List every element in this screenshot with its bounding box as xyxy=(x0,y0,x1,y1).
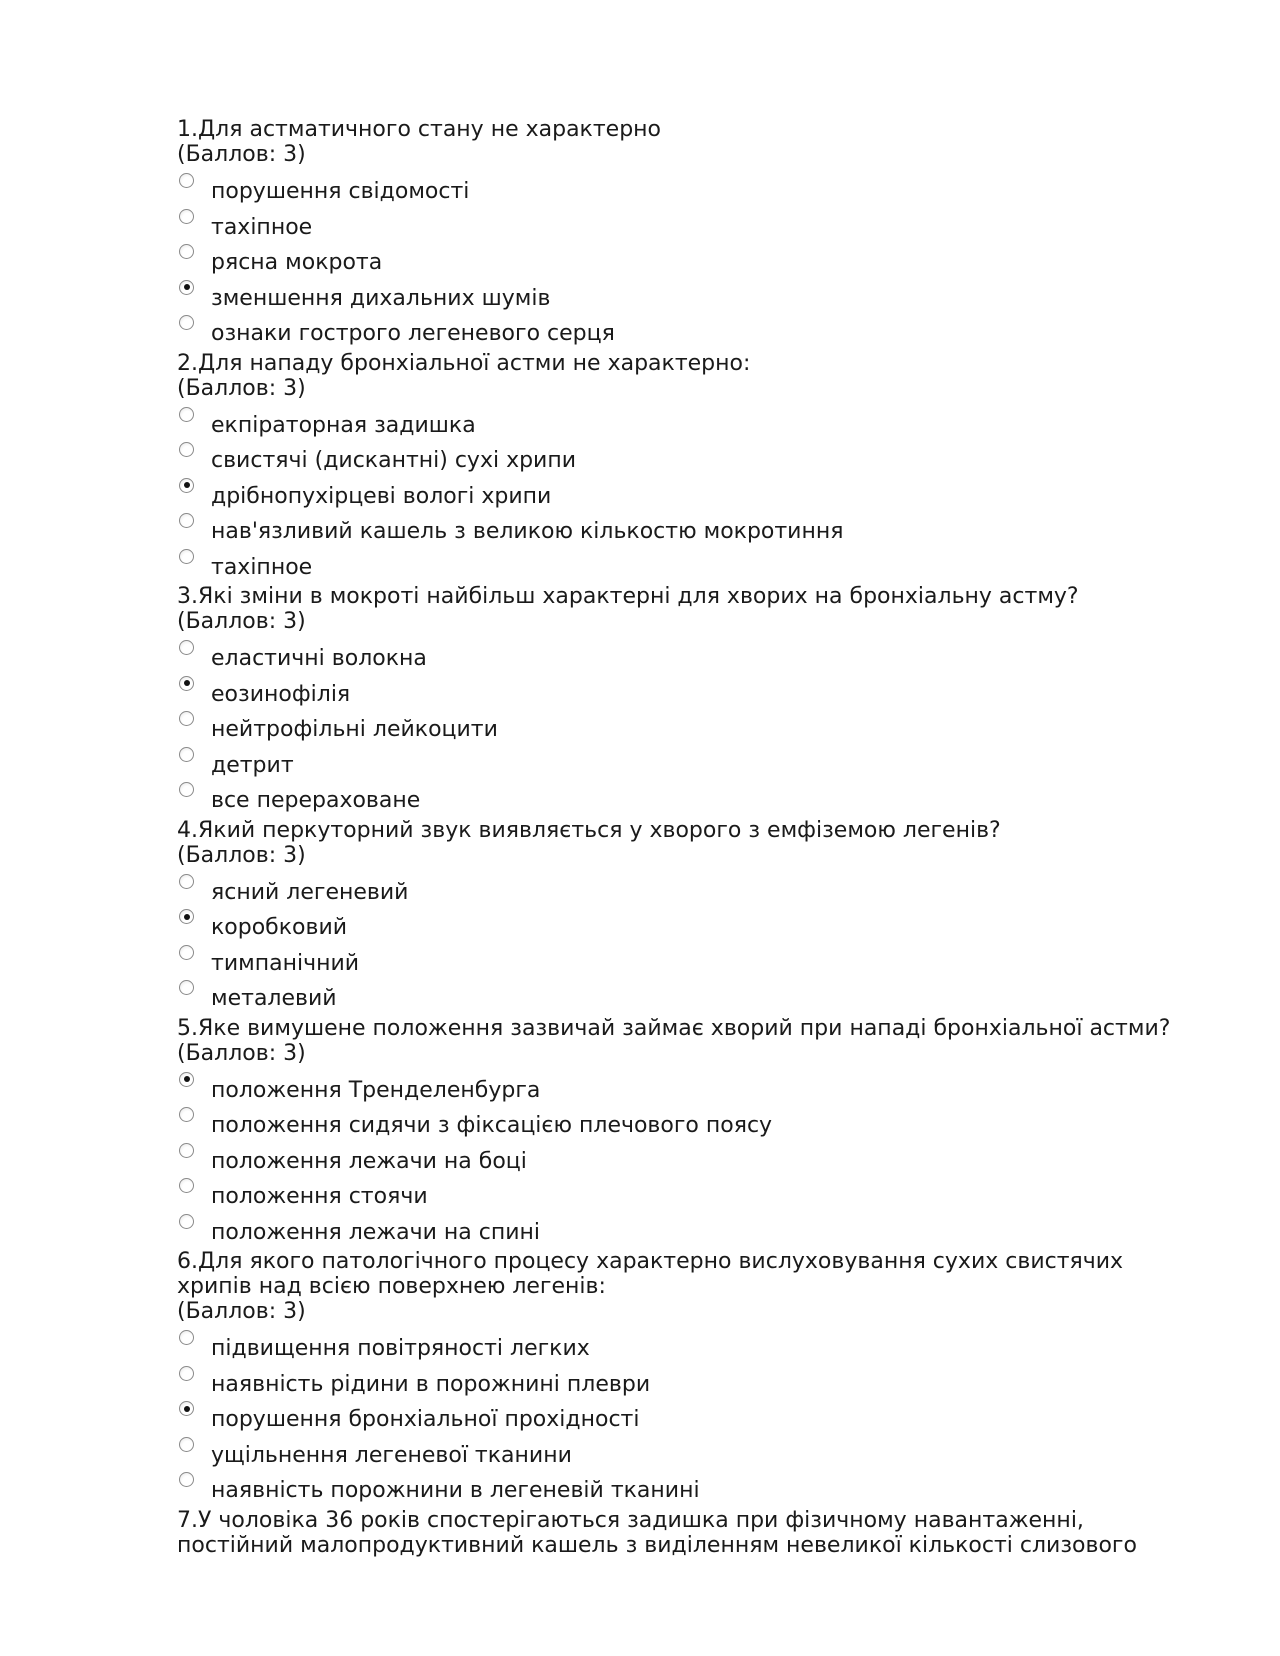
radio-unchecked-icon[interactable] xyxy=(179,1107,194,1122)
question-block xyxy=(177,818,1177,1016)
question-text: 5.Яке вимушене положення зазвичай займає хворий при нападі бронхіальної астми? xyxy=(177,1015,1171,1041)
radio-unchecked-icon[interactable] xyxy=(179,315,194,330)
question-text: 6.Для якого патологічного процесу характерно вислуховування сухих свистячих хрипів над всією поверхнею легенів: xyxy=(177,1249,1124,1299)
answer-option-label: положення лежачи на боці xyxy=(211,1148,527,1174)
quiz-page xyxy=(177,117,1177,1558)
answer-option-label: підвищення повітряності легких xyxy=(211,1336,590,1361)
radio-unchecked-icon[interactable] xyxy=(179,945,194,960)
answer-option-label: дрібнопухірцеві вологі хрипи xyxy=(211,483,552,509)
radio-unchecked-icon[interactable] xyxy=(179,549,194,564)
answer-option[interactable] xyxy=(177,1143,1177,1179)
question-points: (Баллов: 3) xyxy=(177,1040,306,1066)
answer-option[interactable] xyxy=(177,1437,1177,1473)
answer-option[interactable] xyxy=(177,407,1177,443)
answer-option-label: порушення бронхіальної прохідності xyxy=(211,1407,640,1432)
question-block xyxy=(177,1508,1177,1558)
radio-unchecked-icon[interactable] xyxy=(179,874,194,889)
answer-option-label: зменшення дихальних шумів xyxy=(211,285,551,311)
answer-option-label: положення сидячи з фіксацією плечового поясу xyxy=(211,1113,773,1138)
answer-option-label: коробковий xyxy=(211,915,348,940)
answer-option[interactable] xyxy=(177,945,1177,981)
radio-unchecked-icon[interactable] xyxy=(179,407,194,422)
radio-unchecked-icon[interactable] xyxy=(179,1437,194,1452)
answer-option[interactable] xyxy=(177,1178,1177,1214)
answer-option-label: тахіпное xyxy=(211,214,313,240)
answer-option-label: еозинофілія xyxy=(211,681,351,707)
answer-option[interactable] xyxy=(177,549,1177,585)
answer-option-label: нав'язливий кашель з великою кількостю мокротиння xyxy=(211,519,844,544)
answer-option-label: екпіраторная задишка xyxy=(211,412,476,438)
answer-option[interactable] xyxy=(177,244,1177,280)
answer-option[interactable] xyxy=(177,280,1177,316)
answer-option-label: порушення свідомості xyxy=(211,179,470,204)
answer-option[interactable] xyxy=(177,1072,1177,1108)
answer-option[interactable] xyxy=(177,1107,1177,1143)
answer-option-label: ясний легеневий xyxy=(211,879,409,905)
answer-option[interactable] xyxy=(177,1330,1177,1366)
radio-unchecked-icon[interactable] xyxy=(179,640,194,655)
answer-option[interactable] xyxy=(177,747,1177,783)
answer-option-label: нейтрофільні лейкоцити xyxy=(211,717,498,742)
answer-option[interactable] xyxy=(177,909,1177,945)
answer-option[interactable] xyxy=(177,173,1177,209)
answer-option[interactable] xyxy=(177,874,1177,910)
question-points: (Баллов: 3) xyxy=(177,842,306,868)
answer-option[interactable] xyxy=(177,1401,1177,1437)
answer-option[interactable] xyxy=(177,478,1177,514)
radio-checked-icon[interactable] xyxy=(179,280,194,295)
answer-option[interactable] xyxy=(177,315,1177,351)
answer-option[interactable] xyxy=(177,1472,1177,1508)
question-points: (Баллов: 3) xyxy=(177,375,306,401)
radio-unchecked-icon[interactable] xyxy=(179,1143,194,1158)
question-points: (Баллов: 3) xyxy=(177,1299,306,1324)
answer-option[interactable] xyxy=(177,513,1177,549)
radio-unchecked-icon[interactable] xyxy=(179,209,194,224)
question-points: (Баллов: 3) xyxy=(177,142,306,167)
answer-option[interactable] xyxy=(177,711,1177,747)
answer-option-label: наявність рідини в порожнині плеври xyxy=(211,1371,651,1397)
answer-option-label: детрит xyxy=(211,752,294,778)
radio-unchecked-icon[interactable] xyxy=(179,173,194,188)
answer-option-label: еластичні волокна xyxy=(211,646,427,671)
question-block xyxy=(177,1249,1177,1508)
radio-unchecked-icon[interactable] xyxy=(179,1472,194,1487)
answer-option[interactable] xyxy=(177,1214,1177,1250)
question-text: 1.Для астматичного стану не характерно xyxy=(177,117,661,142)
answer-option[interactable] xyxy=(177,209,1177,245)
radio-checked-icon[interactable] xyxy=(179,1401,194,1416)
radio-unchecked-icon[interactable] xyxy=(179,980,194,995)
question-block xyxy=(177,584,1177,818)
question-block xyxy=(177,117,1177,351)
answer-option-label: наявність порожнини в легеневій тканині xyxy=(211,1478,700,1503)
question-text: 4.Який перкуторний звук виявляється у хворого з емфіземою легенів? xyxy=(177,817,1001,843)
radio-unchecked-icon[interactable] xyxy=(179,711,194,726)
answer-option-label: свистячі (дискантні) сухі хрипи xyxy=(211,448,577,473)
answer-option[interactable] xyxy=(177,1366,1177,1402)
radio-unchecked-icon[interactable] xyxy=(179,782,194,797)
answer-option-label: тимпанічний xyxy=(211,950,360,976)
radio-unchecked-icon[interactable] xyxy=(179,1330,194,1345)
answer-option-label: тахіпное xyxy=(211,554,313,580)
answer-option-label: положення лежачи на спині xyxy=(211,1219,541,1245)
question-block xyxy=(177,351,1177,585)
answer-option[interactable] xyxy=(177,782,1177,818)
radio-checked-icon[interactable] xyxy=(179,478,194,493)
answer-option[interactable] xyxy=(177,442,1177,478)
radio-checked-icon[interactable] xyxy=(179,909,194,924)
answer-option[interactable] xyxy=(177,980,1177,1016)
radio-unchecked-icon[interactable] xyxy=(179,747,194,762)
radio-unchecked-icon[interactable] xyxy=(179,1178,194,1193)
radio-checked-icon[interactable] xyxy=(179,1072,194,1087)
question-points: (Баллов: 3) xyxy=(177,609,306,634)
radio-unchecked-icon[interactable] xyxy=(179,244,194,259)
radio-unchecked-icon[interactable] xyxy=(179,513,194,528)
question-text: 2.Для нападу бронхіальної астми не характерно: xyxy=(177,350,751,376)
answer-option-label: положення Тренделенбурга xyxy=(211,1077,541,1103)
answer-option[interactable] xyxy=(177,640,1177,676)
question-block xyxy=(177,1016,1177,1250)
answer-option-label: положення стоячи xyxy=(211,1184,428,1209)
answer-option-label: ознаки гострого легеневого серця xyxy=(211,321,615,346)
radio-checked-icon[interactable] xyxy=(179,676,194,691)
question-text: 7.У чоловіка 36 років спостерігаються задишка при фізичному навантаженні, постійний малопродуктивний кашель з виділенням невеликої кількості слизового xyxy=(177,1507,1137,1558)
answer-option-label: металевий xyxy=(211,986,337,1011)
answer-option-label: все перераховане xyxy=(211,788,421,813)
answer-option[interactable] xyxy=(177,676,1177,712)
radio-unchecked-icon[interactable] xyxy=(179,1214,194,1229)
answer-option-label: рясна мокрота xyxy=(211,250,383,275)
question-text: 3.Які зміни в мокроті найбільш характерні для хворих на бронхіальну астму? xyxy=(177,584,1079,609)
radio-unchecked-icon[interactable] xyxy=(179,442,194,457)
answer-option-label: ущільнення легеневої тканини xyxy=(211,1442,572,1468)
radio-unchecked-icon[interactable] xyxy=(179,1366,194,1381)
